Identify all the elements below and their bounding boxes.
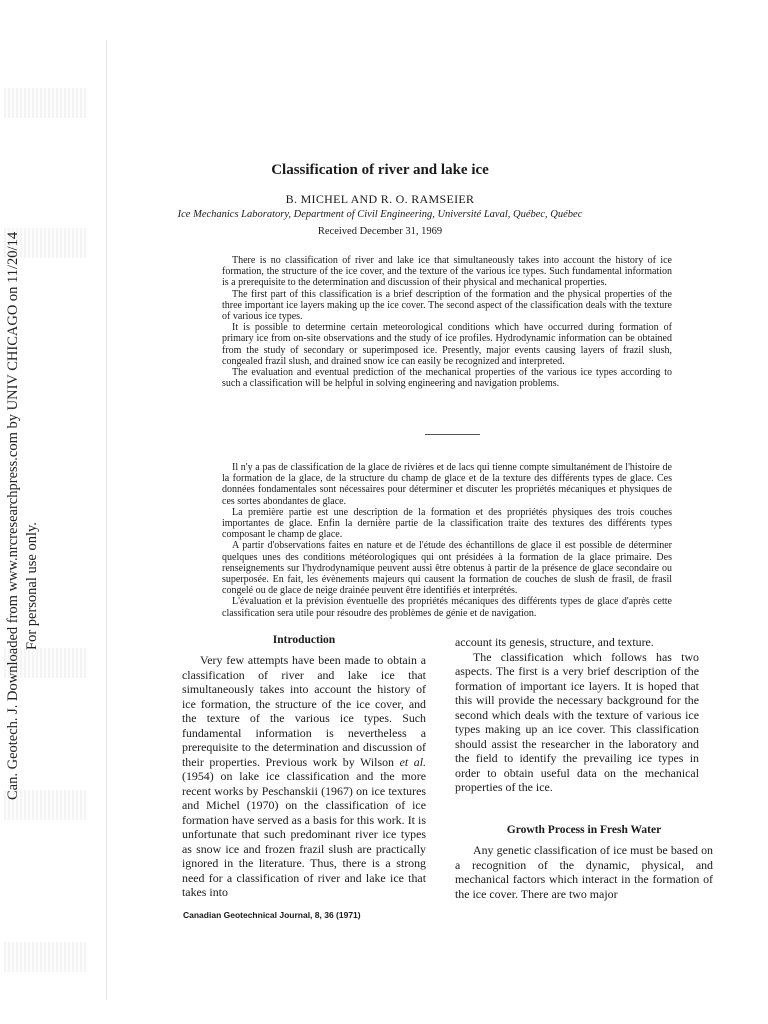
body-text-italic: et al.: [399, 754, 426, 769]
abstract-paragraph: The first part of this classification is a brief description of the formation and the physical properties of the three important ice layers making up the ice cover. The second aspect of the classification deals with the texture of various ice types.: [222, 288, 672, 323]
scan-noise: [4, 88, 88, 118]
paper-authors: B. MICHEL AND R. O. RAMSEIER: [285, 192, 475, 206]
abstract-divider: [425, 434, 480, 435]
abstract-paragraph: A partir d'observations faites en nature et de l'étude des échantillons de glace il est possible de déterminer quelques unes des conditions météorologiques qui ont présidées à la formation de la glace primaire. Des renseignements sur l'hydrodynamique peuvent aussi être obtenus à partir de la présence de glace secondaire ou superposée. En fait, les évènements majeurs qui causent la formation de couches de slush de frasil, de frasil congelé ou de glace de neige drainée peuvent être identifiés et interprétés.: [222, 540, 672, 597]
section-heading-introduction: Introduction: [272, 634, 336, 646]
scan-noise: [4, 942, 88, 972]
download-notice-line: Can. Geotech. J. Downloaded from www.nrcresearchpress.com by UNIV CHICAGO on 11/20/14: [5, 231, 21, 800]
body-column-right-lower: [455, 843, 713, 901]
download-notice: [4, 231, 44, 800]
paper-title: Classification of river and lake ice: [271, 162, 489, 178]
abstract-paragraph: Il n'y a pas de classification de la glace de rivières et de lacs qui tienne compte simultanément de l'histoire de la formation de la glace, de la structure du champ de glace et de la texture des différents types de glace. Ces données fondamentales sont nécessaires pour déterminer et discuter les propriétés mécaniques et physiques de ces sortes abondantes de glace.: [222, 462, 672, 507]
body-column-right: [455, 635, 699, 795]
body-paragraph: [182, 653, 426, 900]
abstract-french: [222, 462, 672, 619]
received-date: Received December 31, 1969: [317, 226, 443, 237]
body-paragraph: Any genetic classification of ice must be based on a recognition of the dynamic, physical, and mechanical factors which interact in the formation of the ice cover. There are two major: [455, 843, 713, 901]
scan-margin-line: [106, 40, 107, 1000]
abstract-paragraph: The evaluation and eventual prediction of the mechanical properties of the various ice types according to such a classification will be helpful in solving engineering and navigation problems.: [222, 367, 672, 390]
personal-use-line: For personal use only.: [24, 522, 40, 650]
body-paragraph: account its genesis, structure, and texture.: [455, 635, 654, 649]
section-heading-growth-process: Growth Process in Fresh Water: [506, 824, 662, 836]
body-text: (1954) on lake ice classification and the more recent works by Peschanskii (1967) on ice textures and Michel (1970) on the classification of ice formation have served as a basis for this work. It is unfortunate that such predominant river ice types as snow ice and frozen frazil slush are practically ignored in the literature. Thus, there is a strong need for a classification of river and lake ice that takes into: [182, 769, 426, 899]
abstract-paragraph: La première partie est une description de la formation et des propriétés physiques des trois couches importantes de glace. Enfin la dernière partie de la classification traite des textures des différents types composant le champ de glace.: [222, 506, 672, 541]
body-text: Very few attempts have been made to obtain a classification of river and lake ice that simultaneously takes into account the history of ice formation, the structure of the ice cover, and the texture of the various ice types. Such fundamental information is nevertheless a prerequisite to the determination and discussion of their properties. Previous work by Wilson: [182, 653, 426, 769]
journal-footer: Canadian Geotechnical Journal, 8, 36 (1971): [183, 910, 361, 920]
body-column-left: [182, 653, 426, 900]
body-paragraph: The classification which follows has two aspects. The first is a very brief description of the formation of important ice layers. It is hoped that this will provide the necessary background for the second which deals with the texture of various ice types making up an ice cover. This classification should assist the researcher in the laboratory and the field to identify the prevailing ice types in order to obtain useful data on the mechanical properties of the ice.: [455, 649, 699, 794]
paper-affiliation: Ice Mechanics Laboratory, Department of Civil Engineering, Université Laval, Québec, Québec: [177, 209, 583, 220]
abstract-english: [222, 255, 672, 389]
abstract-paragraph: It is possible to determine certain meteorological conditions which have occurred during formation of primary ice from on-site observations and the study of ice profiles. Hydrodynamic information can be obtained from the study of secondary or superimposed ice. Presently, major events causing layers of frazil slush, congealed frazil slush, and drained snow ice can easily be recognized and interpreted.: [222, 322, 672, 367]
abstract-paragraph: L'évaluation et la prévision éventuelle des propriétés mécaniques des différents types de glace d'après cette classification sera utile pour résoudre des problèmes de génie et de navigation.: [222, 596, 672, 619]
abstract-paragraph: There is no classification of river and lake ice that simultaneously takes into account the history of ice formation, the structure of the ice cover, and the texture of the various ice types. Such fundamental information is a prerequisite to the determination and discussion of their physical and mechanical properties.: [222, 255, 672, 289]
